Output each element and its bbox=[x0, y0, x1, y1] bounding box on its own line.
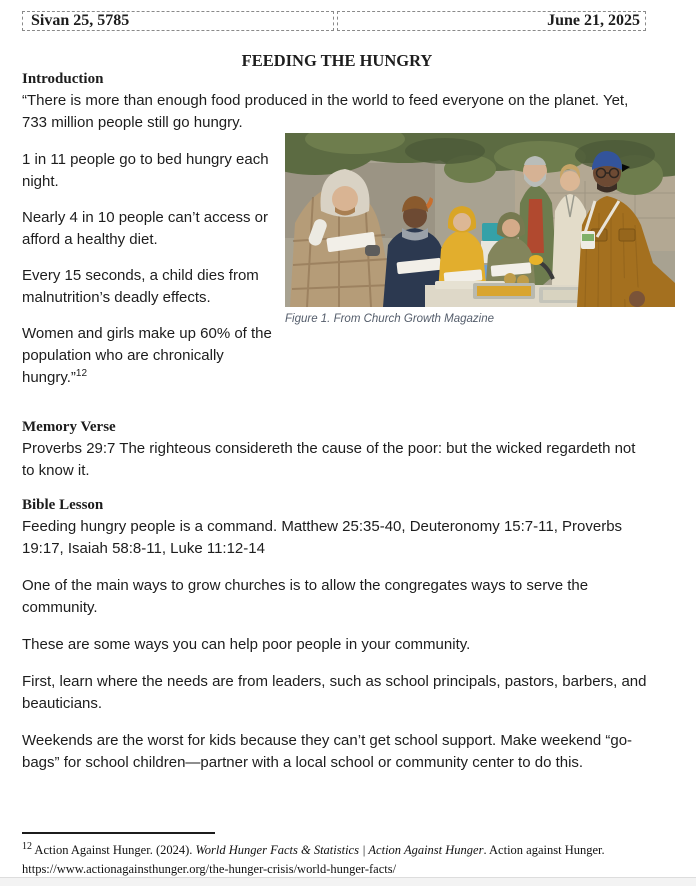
introduction-heading: Introduction bbox=[22, 71, 104, 87]
stat-item bbox=[22, 323, 278, 389]
header-gregorian-date: June 21, 2025 bbox=[337, 11, 646, 31]
bible-lesson-paragraph: One of the main ways to grow churches is to allow the congregates ways to serve the community. bbox=[22, 577, 589, 616]
footnote-area bbox=[22, 832, 618, 878]
figure-caption: Figure 1. From Church Growth Magazine bbox=[285, 313, 494, 325]
memory-verse-heading: Memory Verse bbox=[22, 419, 116, 435]
stat-item: 1 in 11 people go to bed hungry each night. bbox=[22, 151, 269, 190]
stat-text: Women and girls make up 60% of the population who are chronically hungry.” bbox=[22, 325, 272, 386]
footnote-reference-mark: 12 bbox=[75, 368, 88, 379]
hunger-statistics-list bbox=[22, 149, 278, 389]
footnote-number: 12 bbox=[22, 840, 32, 852]
memory-verse-text: Proverbs 29:7 The righteous considereth the cause of the poor: but the wicked regardeth not to know it. bbox=[22, 440, 636, 479]
bible-lesson-paragraph: Feeding hungry people is a command. Matthew 25:35-40, Deuteronomy 15:7-11, Proverbs 19:17, Isaiah 58:8-11, Luke 11:12-14 bbox=[22, 518, 623, 557]
document-header bbox=[22, 11, 646, 31]
bible-lesson-paragraph: These are some ways you can help poor people in your community. bbox=[22, 636, 471, 653]
footnote-citation-title: World Hunger Facts & Statistics | Action Against Hunger bbox=[195, 843, 484, 857]
footnote-separator bbox=[22, 832, 215, 834]
stat-item: Every 15 seconds, a child dies from malnutrition’s deadly effects. bbox=[22, 267, 259, 306]
stat-item: Nearly 4 in 10 people can’t access or afford a healthy diet. bbox=[22, 209, 268, 248]
page-bottom-edge bbox=[0, 877, 696, 886]
footnote-citation-end: . Action against Hunger. https://www.actionagainsthunger.org/the-hunger-crisis/world-hunger-facts/ bbox=[22, 843, 605, 876]
bible-lesson-paragraph: First, learn where the needs are from leaders, such as school principals, pastors, barbers, and beauticians. bbox=[22, 673, 647, 712]
page-title: FEEDING THE HUNGRY bbox=[241, 51, 433, 70]
introduction-paragraph: “There is more than enough food produced in the world to feed everyone on the planet. Yet, 733 million people still go hungry. bbox=[22, 92, 629, 131]
bible-lesson-heading: Bible Lesson bbox=[22, 497, 104, 513]
figure-1 bbox=[285, 133, 675, 326]
bible-lesson-paragraph: Weekends are the worst for kids because they can’t get school support. Make weekend “go-bags” for school children—partner with a local school or community center to do this. bbox=[22, 732, 633, 771]
header-hebrew-date: Sivan 25, 5785 bbox=[22, 11, 334, 31]
footnote-citation-start: Action Against Hunger. (2024). bbox=[32, 843, 196, 857]
footnote-text bbox=[22, 841, 618, 878]
food-distribution-photo-illustration bbox=[285, 133, 675, 307]
